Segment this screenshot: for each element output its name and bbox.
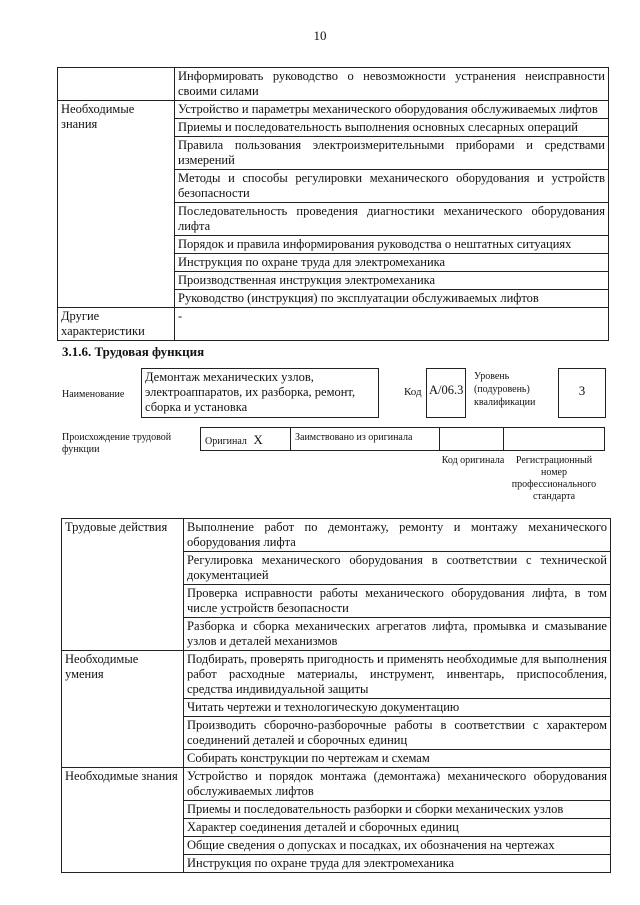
item-cell: Приемы и последовательность разборки и сборки механических узлов: [184, 801, 611, 819]
item-cell: Выполнение работ по демонтажу, ремонту и монтажу механического оборудования лифта: [184, 519, 611, 552]
item-cell: Подбирать, проверять пригодность и применять необходимые для выполнения работ расходные материалы, инструмент, инвентарь, приспособления, средства индивидуальной защиты: [184, 651, 611, 699]
item-cell: Характер соединения деталей и сборочных единиц: [184, 819, 611, 837]
original-mark: X: [253, 432, 263, 447]
item-cell: Разборка и сборка механических агрегатов лифта, промывка и смазывание узлов и деталей механизмов: [184, 618, 611, 651]
item-cell: Регулировка механического оборудования в соответствии с технической документацией: [184, 552, 611, 585]
code-label: Код: [404, 386, 422, 398]
item-cell: Руководство (инструкция) по эксплуатации обслуживаемых лифтов: [175, 290, 609, 308]
item-cell: Информировать руководство о невозможности устранения неисправности своими силами: [175, 68, 609, 101]
item-cell: Устройство и порядок монтажа (демонтажа) механического оборудования обслуживаемых лифтов: [184, 768, 611, 801]
code-original-cell: [439, 427, 504, 451]
category-cell: Необходимые знания: [62, 768, 184, 873]
item-cell: Правила пользования электроизмерительными приборами и средствами измерений: [175, 137, 609, 170]
item-cell: Порядок и правила информирования руководства о нештатных ситуациях: [175, 236, 609, 254]
item-cell: Приемы и последовательность выполнения основных слесарных операций: [175, 119, 609, 137]
reg-number-label: Регистрационный номер профессионального стандарта: [511, 455, 597, 502]
category-cell: Необходимые знания: [58, 101, 175, 308]
name-label: Наименование: [62, 389, 125, 400]
category-cell: Необходимые умения: [62, 651, 184, 768]
page-number: 10: [313, 28, 327, 43]
table-row: [62, 651, 611, 699]
function-name-value: Демонтаж механических узлов, электроаппаратов, их разборка, ремонт, сборка и установка: [141, 368, 379, 418]
item-cell: Инструкция по охране труда для электромеханика: [175, 254, 609, 272]
category-cell: [58, 68, 175, 101]
table-row: [58, 68, 609, 101]
original-cell: [200, 427, 291, 451]
item-cell: Проверка исправности работы механического оборудования лифта, в том числе устройств безопасности: [184, 585, 611, 618]
item-cell: Методы и способы регулировки механического оборудования и устройств безопасности: [175, 170, 609, 203]
item-cell: Последовательность проведения диагностики механического оборудования лифта: [175, 203, 609, 236]
qualification-level-value: 3: [558, 368, 606, 418]
origin-label: Происхождение трудовой функции: [62, 432, 172, 455]
item-cell: -: [175, 308, 609, 341]
category-cell: Трудовые действия: [62, 519, 184, 651]
item-cell: Производственная инструкция электромеханика: [175, 272, 609, 290]
section-title: 3.1.6. Трудовая функция: [62, 344, 205, 359]
function-code-value: А/06.3: [426, 368, 466, 418]
level-label: Уровень (подуровень) квалификации: [474, 371, 536, 408]
table-row: [62, 768, 611, 801]
origin-row: [200, 427, 605, 453]
table-row: [62, 519, 611, 552]
item-cell: Общие сведения о допусках и посадках, их обозначения на чертежах: [184, 837, 611, 855]
skills-table-bottom: [61, 518, 611, 873]
item-cell: Инструкция по охране труда для электромеханика: [184, 855, 611, 873]
borrowed-cell: Заимствовано из оригинала: [290, 427, 440, 451]
item-cell: Читать чертежи и технологическую документацию: [184, 699, 611, 717]
table-row: [58, 308, 609, 341]
original-label: Оригинал: [205, 436, 247, 447]
item-cell: Производить сборочно-разборочные работы в соответствии с характером соединений деталей и сборочных единиц: [184, 717, 611, 750]
skills-table-top: [57, 67, 609, 341]
category-cell: Другие характеристики: [58, 308, 175, 341]
code-original-label: Код оригинала: [441, 455, 505, 466]
table-row: [58, 101, 609, 119]
item-cell: Устройство и параметры механического оборудования обслуживаемых лифтов: [175, 101, 609, 119]
item-cell: Собирать конструкции по чертежам и схемам: [184, 750, 611, 768]
reg-number-cell: [503, 427, 605, 451]
